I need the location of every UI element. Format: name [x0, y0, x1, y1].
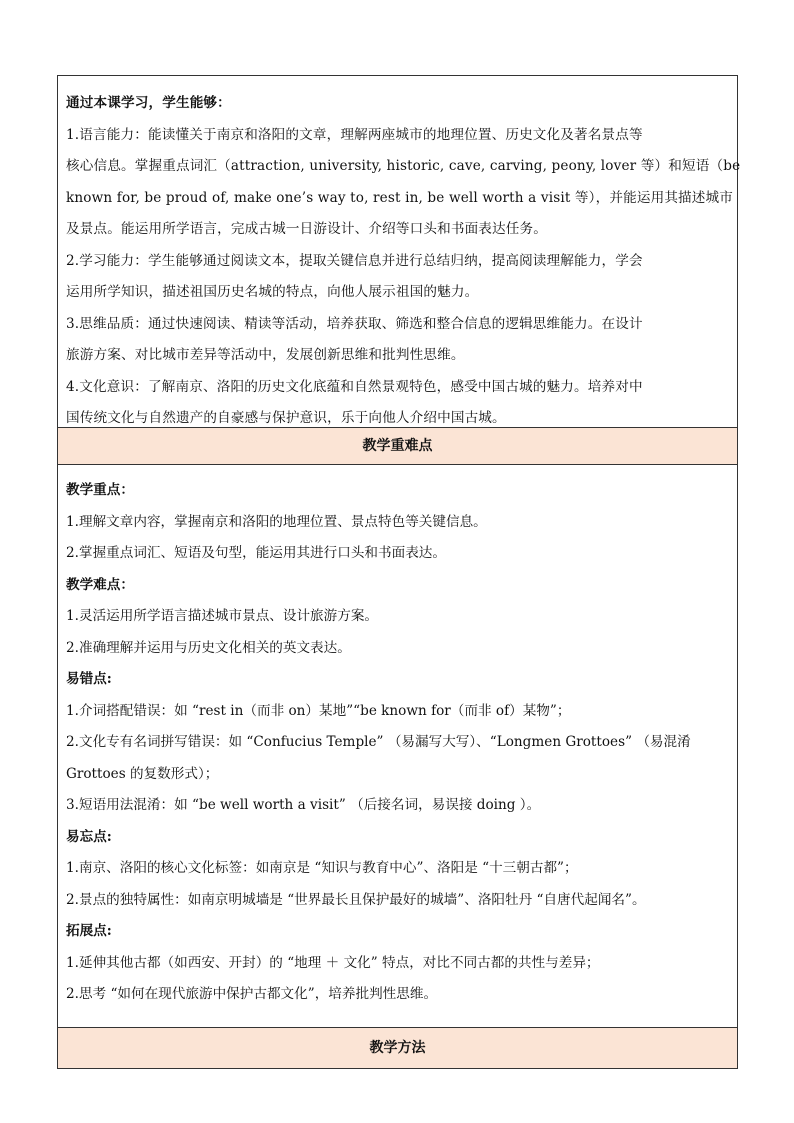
- extend-item: 2.思考 “如何在现代旅游中保护古都文化”，培养批判性思维。: [66, 986, 438, 1002]
- difficulty-item: 2.准确理解并运用与历史文化相关的英文表达。: [66, 639, 351, 656]
- goals-line: 及景点。能运用所学语言，完成古城一日游设计、介绍等口头和书面表达任务。: [66, 221, 548, 237]
- key-difficult-points-header: 教学重难点: [58, 428, 737, 465]
- focus-item: 2.掌握重点词汇、短语及句型，能运用其进行口头和书面表达。: [66, 545, 446, 561]
- forget-item: 1.南京、洛阳的核心文化标签：如南京是 “知识与教育中心”、洛阳是 “十三朝古都”；: [66, 860, 578, 876]
- focus-heading: 教学重点：: [66, 482, 134, 498]
- goals-line: 4.文化意识：了解南京、洛阳的历史文化底蕴和自然景观特色，感受中国古城的魅力。培养对中: [66, 378, 643, 395]
- teaching-methods-header: 教学方法: [58, 1028, 737, 1068]
- error-item: 3.短语用法混淆：如 “be well worth a visit” （后接名词，易误接 doing ）。: [66, 797, 541, 813]
- error-item: Grottoes 的复数形式）；: [66, 765, 219, 782]
- goals-line: 旅游方案、对比城市差异等活动中，发展创新思维和批判性思维。: [66, 347, 465, 363]
- goals-heading: 通过本课学习，学生能够：: [66, 95, 231, 111]
- errors-heading: 易错点:: [66, 671, 112, 687]
- goals-line: known for, be proud of, make one’s way to, rest in, be well worth a visit 等），并能运用其描述城市: [66, 189, 734, 206]
- error-item: 1.介词搭配错误：如 “rest in（而非 on）某地”“be known for（而非 of）某物”；: [66, 702, 571, 719]
- lesson-plan-table: [57, 75, 741, 1069]
- difficulty-heading: 教学难点：: [66, 576, 134, 593]
- error-item: 2.文化专有名词拼写错误：如 “Confucius Temple” （易漏写大写）、“Longmen Grottoes” （易混淆: [66, 734, 691, 750]
- extend-item: 1.延伸其他古都（如西安、开封）的 “地理 ＋ 文化” 特点，对比不同古都的共性与差异；: [66, 954, 600, 971]
- goals-line: 运用所学知识，描述祖国历史名城的特点，向他人展示祖国的魅力。: [66, 284, 479, 300]
- key-difficult-points-section: [58, 465, 737, 1028]
- extend-heading: 拓展点:: [66, 923, 112, 939]
- goals-line: 核心信息。掌握重点词汇（attraction, university, historic, cave, carving, peony, lover 等）和短语（be: [66, 158, 741, 174]
- goals-line: 1.语言能力：能读懂关于南京和洛阳的文章，理解两座城市的地理位置、历史文化及著名景点等: [66, 126, 643, 143]
- goals-line: 国传统文化与自然遗产的自豪感与保护意识，乐于向他人介绍中国古城。: [66, 410, 506, 426]
- goals-line: 3.思维品质：通过快速阅读、精读等活动，培养获取、筛选和整合信息的逻辑思维能力。在设计: [66, 315, 643, 332]
- focus-item: 1.理解文章内容，掌握南京和洛阳的地理位置、景点特色等关键信息。: [66, 513, 487, 530]
- teaching-goals-section: [58, 76, 741, 428]
- forget-heading: 易忘点:: [66, 828, 112, 845]
- goals-line: 2.学习能力：学生能够通过阅读文本，提取关键信息并进行总结归纳，提高阅读理解能力，学会: [66, 252, 643, 269]
- forget-item: 2.景点的独特属性：如南京明城墙是 “世界最长且保护最好的城墙”、洛阳牡丹 “自唐代起闻名”。: [66, 891, 646, 908]
- difficulty-item: 1.灵活运用所学语言描述城市景点、设计旅游方案。: [66, 608, 379, 624]
